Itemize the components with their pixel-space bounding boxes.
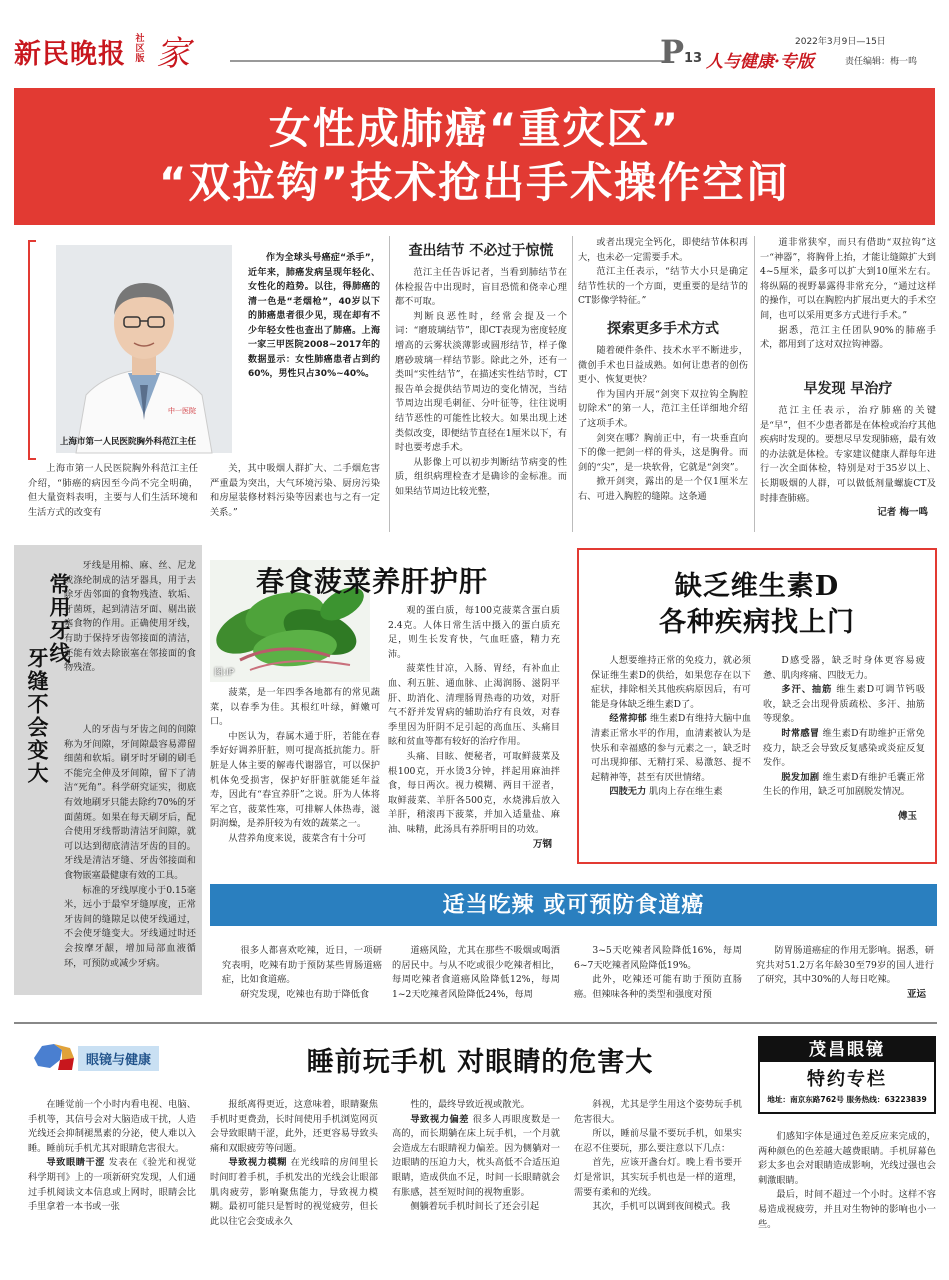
page-header bbox=[660, 33, 935, 71]
masthead-logo: 新民晚报 bbox=[14, 39, 126, 70]
paragraph: 菠菜，是一年四季各地都有的常见蔬菜，以春季为佳。其根红叶绿，鲜嫩可口。 bbox=[210, 687, 380, 728]
paragraph: 四肢无力 肌肉上存在维生素 bbox=[609, 786, 723, 798]
run-in-heading: 导致眼睛干涩 bbox=[46, 1157, 106, 1169]
lung-col4b-text bbox=[578, 344, 748, 534]
lung-col3-text bbox=[395, 266, 567, 534]
eyes-ad bbox=[758, 1036, 936, 1114]
paragraph: 导致视力模糊 在光线暗的房间里长时间盯着手机，手机发出的光线会让眼部肌肉疲劳，影响聚焦能力，导致视力模糊。最初可能只是暂时的视觉疲劳，但长此以往它会变成永久 bbox=[210, 1157, 379, 1227]
eyes-col2 bbox=[210, 1098, 378, 1278]
subhead-nodule: 查出结节 不必过于惊慌 bbox=[408, 243, 554, 259]
eyes-title: 睡前玩手机 对眼睛的危害大 bbox=[306, 1047, 654, 1078]
section-name: 人与健康·专版 bbox=[706, 52, 814, 72]
paragraph: 防胃肠道癌症的作用无影响。据悉，研究共对51.2万名年龄30至79岁的国人进行了研究，其中30%的人每日吃辣。 bbox=[756, 945, 934, 986]
masthead-sub: 社区版 bbox=[135, 34, 145, 64]
eyes-col5 bbox=[758, 1130, 936, 1278]
paragraph: 此外，吃辣还可能有助于预防直肠癌。但辣味各种的类型和强度对预 bbox=[574, 974, 742, 1000]
lung-col5a-text bbox=[760, 236, 936, 374]
masthead bbox=[14, 32, 214, 72]
run-in-heading: 脱发加剧 bbox=[781, 771, 820, 783]
lead-banner bbox=[14, 88, 935, 225]
paragraph: 人的牙齿与牙齿之间的间隙称为牙间隙，牙间隙最容易滞留细菌和软垢。刷牙时牙刷的刷毛不能完全伸及牙间隙，留下了清洁“死角”。科学研究证实，彻底有效地刷牙只能去除约70%的牙面菌斑。如果在每天刷牙后，配合使用牙线帮助清洁牙间隙，就可以达到彻底清洁牙齿的目的。牙线是清洁牙缝、牙齿邻接面和食物嵌塞最健康有效的工具。 bbox=[64, 724, 196, 881]
paragraph: 研究发现，吃辣也有助于降低食 bbox=[240, 988, 370, 1000]
lung-col5 bbox=[760, 236, 936, 534]
spicy-col1 bbox=[222, 944, 382, 1008]
spinach-author: 万钢 bbox=[532, 838, 552, 850]
paragraph: 中医认为，春属木通于肝，若能在春季好好调养肝脏，则可提高抵抗能力。肝脏是人体主要的解毒代谢器官，可以保护机体免受损害，保护好肝脏就能延年益寿，因此有“春宜养肝”之说。肝为人体将军之官，菠菜性寒，可排解人体热毒，滋阴润燥，是养肝较为有效的蔬菜之一。 bbox=[210, 730, 380, 830]
run-in-heading: 导致视力偏差 bbox=[410, 1113, 470, 1125]
spinach-col2 bbox=[388, 604, 560, 866]
paragraph: 或者出现完全钙化，即使结节体积再大，也未必一定需要手术。 bbox=[578, 237, 748, 263]
lung-divider-2 bbox=[572, 236, 573, 532]
spicy-title: 适当吃辣 或可预防食道癌 bbox=[442, 892, 705, 918]
vitd-col2 bbox=[763, 654, 925, 850]
spicy-col3 bbox=[574, 944, 742, 1008]
paragraph: 们感知字体是通过色差反应来完成的，两种颜色的色差越大越费眼睛。手机屏幕色彩太多也会对眼睛造成影响，光线过强也会刺激眼睛。 bbox=[758, 1131, 936, 1186]
paragraph: 最后，时间不超过一个小时。这样不容易造成视疲劳，并且对生物钟的影响也小一些。 bbox=[758, 1189, 936, 1230]
page-letter: P bbox=[660, 33, 685, 71]
paragraph: 在睡觉前一个小时内看电视、电脑、手机等，其信号会对大脑造成干扰，人造光线还会抑制褪黑素的分泌，使人难以入睡。睡前玩手机尤其对眼睛危害很大。 bbox=[28, 1099, 196, 1154]
paragraph: 观的蛋白质，每100克菠菜含蛋白质2.4克。人体日常生活中摄入的蛋白质充足，则生长发育快，气血旺盛，精力充沛。 bbox=[388, 605, 560, 660]
eyes-col4 bbox=[574, 1098, 742, 1278]
paragraph: 经常抑郁 维生素D有维持大脑中血清素正常水平的作用，血清素被认为是快乐和幸福感的参与元素之一，缺乏时可出现抑郁、无精打采、易激怒、提不起精神等，甚至有厌世情绪。 bbox=[591, 713, 751, 783]
run-in-heading: 多汗、抽筋 bbox=[781, 684, 833, 696]
eyes-tag-label: 眼镜与健康 bbox=[78, 1046, 159, 1071]
doctor-photo bbox=[56, 245, 232, 453]
paragraph: 菠菜性甘凉，入肠、胃经，有补血止血、利五脏、通血脉、止渴润肠、滋阴平肝、助消化、清理肠胃热毒的功效，对肝气不舒并发胃病的辅助治疗有良效，对春季里因为肝阴不足引起的高血压、头痛目眩和贫血等都有较好的治疗作用。 bbox=[388, 663, 560, 748]
paragraph: 侧躺着玩手机时间长了还会引起 bbox=[410, 1201, 540, 1213]
paragraph: 据悉，范江主任团队90%的肺癌手术，都用到了这对双拉钩神器。 bbox=[760, 324, 936, 351]
paragraph: 脱发加剧 维生素D有维护毛囊正常生长的作用，缺乏可加剧脱发情况。 bbox=[763, 771, 925, 798]
eyes-tag bbox=[30, 1040, 190, 1074]
paragraph: 随着硬件条件、技术水平不断进步，微创手术也日益成熟。如何让患者的创伤更小、恢复更快？ bbox=[578, 345, 748, 386]
paragraph: 判断良恶性时，经常会提及一个词：“磨玻璃结节”，即CT表现为密度轻度增高的云雾状淡薄影或圆形结节，样子像磨砂玻璃一样结节影。除此之外，还有一类叫“实性结节”，在描述实性结节时，CT报告单会提供结节周边的变化情况，当结节周边出现毛刺征、分叶征等，往往说明结节恶性的可能性比较大。如果出现上述类似改变，即便结节直径在1厘米以下，有时也要考虑手术。 bbox=[395, 310, 567, 454]
paragraph: 导致视力偏差 很多人再眼度数是一高的，而长期躺在床上玩手机，一个月就会造成左右眼睛视力偏差。因为侧躺对一边眼睛的压迫力大，枕头高低不合适压迫眼睛，造成供血不足，时间一长眼睛就会有胀感，甚至短时间的视物重影。 bbox=[392, 1113, 561, 1198]
paragraph: 性的，最终导致近视或散光。 bbox=[410, 1099, 530, 1110]
page-editor: 责任编辑：梅一鸣 bbox=[845, 57, 918, 67]
ad-name: 茂昌眼镜 bbox=[760, 1038, 934, 1062]
paragraph: 时常感冒 维生素D有助维护正常免疫力，缺乏会导致反复感染或炎症反复发作。 bbox=[763, 727, 925, 769]
paragraph: 报纸离得更近，这意味着，眼睛聚焦手机时更费劲，长时间使用手机浏览网页会导致眼睛干涩，此外，还更容易导致头痛和双眼疲劳等问题。 bbox=[210, 1099, 378, 1154]
lead-bracket bbox=[28, 240, 36, 460]
lung-col3 bbox=[395, 236, 567, 534]
eyes-col1 bbox=[28, 1098, 196, 1278]
paragraph: 道非常狭窄，而只有借助“双拉钩”这一“神器”，将胸骨上抬，才能让缝隙扩大到4~5厘米，最多可以扩大到10厘米左右。将纵隔的视野暴露得非常充分，“通过这样的操作，可以在胸腔内扩展出更大的手术空间，也可以采用更多方式进行手术。” bbox=[760, 237, 936, 321]
vitd-col1 bbox=[591, 654, 751, 850]
paragraph: D感受器，缺乏时身体更容易疲惫、肌肉疼痛、四肢无力。 bbox=[763, 655, 925, 681]
lung-author: 记者 梅一鸣 bbox=[877, 507, 928, 519]
header-rule bbox=[230, 60, 670, 62]
lung-col2: 关，其中吸烟人群扩大、二手烟危害严重最为突出，大气环境污染、厨房污染和房屋装修材料污染等因素也与之有一定关系。” bbox=[210, 463, 380, 518]
paragraph: 范江主任表示，治疗肺癌的关键是“早”，但不少患者都是在体检或治疗其他疾病时发现的。要想尽早发现肺癌，最有效的办法就是体检。专家建议健康人群每年进行一次全面体检，特别是对于35岁以上、长期吸烟的人群，可以做低剂量螺旋CT及时排查肺癌。 bbox=[760, 405, 936, 504]
lung-divider-1 bbox=[389, 236, 390, 532]
paragraph: 斜视，尤其是学生用这个姿势玩手机危害很大。 bbox=[574, 1099, 742, 1125]
spinach-col1 bbox=[210, 686, 380, 868]
subhead-surgery: 探索更多手术方式 bbox=[607, 321, 719, 337]
run-in-heading: 经常抑郁 bbox=[609, 713, 647, 725]
page-date: 2022年3月9日—15日 bbox=[795, 37, 886, 47]
run-in-heading: 导致视力模糊 bbox=[228, 1157, 288, 1169]
section-rule bbox=[14, 1022, 937, 1024]
spinach-title: 春食菠菜养肝护肝 bbox=[256, 565, 489, 598]
lung-divider-3 bbox=[754, 236, 755, 532]
teeth-box bbox=[14, 545, 202, 995]
paragraph: 标准的牙线厚度小于0.15毫米，远小于最窄牙缝厚度，正常牙齿间的缝隙足以使牙线通过，不会使牙缝变大。牙线通过时还会按摩牙龈，增加局部血液循环，可预防或减少牙病。 bbox=[64, 884, 196, 969]
spicy-col2 bbox=[392, 944, 560, 1008]
run-in-heading: 时常感冒 bbox=[781, 727, 820, 739]
paragraph: 掀开剑突，露出的是一个仅1厘米左右、可进入胸腔的缝隙。这条通 bbox=[578, 476, 748, 502]
teeth-title-a: 常用牙线 bbox=[47, 573, 72, 665]
masthead-jia: 家 bbox=[156, 34, 190, 74]
run-in-heading: 四肢无力 bbox=[609, 786, 647, 798]
lung-lead: 作为全球头号癌症“杀手”，近年来，肺癌发病呈现年轻化、女性化的趋势。以往，得肺癌的清一色是“老烟枪”，40岁以下的肺癌患者很少见，现在却有不少年轻女性也查出了肺癌。上海一家三甲医院2008~2017年的数据显示：女性肺癌患者占到约60%，男性只占30%~40%。 bbox=[248, 253, 380, 379]
teeth-title-col bbox=[22, 573, 72, 873]
photo-caption: 上海市第一人民医院胸外科范江主任 bbox=[60, 437, 197, 447]
paragraph: 3~5天吃辣者风险降低16%，每周6~7天吃辣者风险降低19%。 bbox=[574, 945, 742, 971]
paragraph: 导致眼睛干涩 发表在《验光和视觉科学期刊》上的一项新研究发现，人们通过手机阅读文本信息或上网时，眼睛会比手里拿着一本书或一张 bbox=[28, 1157, 197, 1213]
vitd-title-1: 缺乏维生素D bbox=[674, 571, 840, 602]
paragraph: 从营养角度来说，菠菜含有十分可 bbox=[228, 832, 367, 844]
vitd-box bbox=[577, 548, 937, 864]
svg-text:中一医院: 中一医院 bbox=[168, 407, 196, 415]
paragraph: 道癌风险，尤其在那些不吸烟或喝酒的居民中。与从不吃或很少吃辣者相比，每周吃辣者食道癌风险降低12%，每周1~2天吃辣者风险降低24%，每周 bbox=[392, 945, 560, 1000]
paragraph: 其次，手机可以调到夜间模式。我 bbox=[592, 1201, 731, 1213]
spicy-col4 bbox=[756, 944, 934, 1008]
lung-col4 bbox=[578, 236, 748, 534]
teeth-title-b: 牙缝不会变大 bbox=[25, 647, 50, 785]
paragraph: 很多人都喜欢吃辣，近日，一项研究表明，吃辣有助于预防某些胃肠道癌症，比如食道癌。 bbox=[222, 945, 382, 986]
banner-title-line1: 女性成肺癌“重灾区” bbox=[268, 104, 681, 153]
lung-col5b-text bbox=[760, 404, 936, 532]
paragraph: 作为国内开展“剑突下双拉钩全胸腔切除术”的第一人，范江主任详细地介绍了这项手术。 bbox=[578, 388, 748, 429]
paragraph: 范江主任告诉记者，当看到肺结节在体检报告中出现时，盲目恐慌和侥幸心理都不可取。 bbox=[395, 267, 567, 308]
page-number: 13 bbox=[684, 51, 703, 66]
doctor-figure bbox=[56, 245, 232, 453]
map-icon bbox=[30, 1040, 80, 1074]
lung-col4a-text bbox=[578, 236, 748, 310]
paragraph: 范江主任表示，“结节大小只是确定结节性状的一个方面，更重要的是结节的CT影像学特征。” bbox=[578, 266, 748, 307]
teeth-intro bbox=[64, 559, 196, 723]
eyes-col3 bbox=[392, 1098, 560, 1278]
paragraph: 头痛、目眩、便秘者，可取鲜菠菜及根100克，开水烫3分钟，拌起用麻油拌食，每日两次。视力模糊、两目干涩者，取鲜菠菜、羊肝各500克，水烧沸后放入羊肝，稍滚再下菠菜，并加入适量盐、麻油、味精，此汤具有养肝明目的功效。 bbox=[388, 750, 560, 835]
teeth-body bbox=[64, 723, 196, 969]
lung-col1: 上海市第一人民医院胸外科范江主任介绍，“肺癌的病因至今尚不完全明确，但大量资料表明，主要与人们生活环境和生活方式的改变有 bbox=[28, 463, 198, 518]
paragraph: 从影像上可以初步判断结节病变的性质，组织病理检查才是确诊的金标准。而如果结节周边比较光整， bbox=[395, 456, 567, 497]
spicy-author: 亚运 bbox=[906, 988, 926, 1000]
paragraph: 所以，睡前尽量不要玩手机，如果实在忍不住要玩，那么要注意以下几点： bbox=[574, 1128, 742, 1154]
paragraph: 首先，应该开盏台灯。晚上看书要开灯是常识，其实玩手机也是一样的道理，需要有柔和的光线。 bbox=[574, 1157, 742, 1198]
vitd-title-2: 各种疾病找上门 bbox=[659, 607, 855, 638]
paragraph: 人想要维持正常的免疫力，就必须保证维生素D的供给，如果您存在以下症状，排除相关其他疾病原因后，有可能是身体缺乏维生素D了。 bbox=[591, 655, 751, 710]
ad-sub: 特约专栏 bbox=[807, 1069, 887, 1090]
paragraph: 剑突在哪？胸前正中，有一块垂直向下的像一把剑一样的骨头，这是胸骨。而剑的“尖”，是一块软骨，它就是“剑突”。 bbox=[578, 432, 748, 473]
subhead-early: 早发现 早治疗 bbox=[803, 381, 893, 397]
spinach-credit: 图:IP bbox=[214, 668, 235, 678]
vitd-author: 傅玉 bbox=[897, 810, 917, 822]
ad-address: 地址：南京东路762号 服务热线：63223839 bbox=[767, 1095, 927, 1104]
banner-title-line2: “双拉钩”技术抢出手术操作空间 bbox=[158, 158, 791, 207]
paragraph: 多汗、抽筋 维生素D可调节钙吸收，缺乏会出现骨质疏松、多汗、抽筋等现象。 bbox=[763, 684, 926, 725]
spicy-title-bar bbox=[210, 884, 937, 926]
paragraph: 牙线是用棉、麻、丝、尼龙或涤纶制成的洁牙器具，用于去除牙齿邻面的食物残渣、软垢、牙菌斑，起到清洁牙面、剔出嵌塞食物的作用。正确使用牙线，有助于保持牙齿邻接面的清洁，还能有效去除嵌塞在邻接面的食物残渣。 bbox=[64, 560, 196, 674]
